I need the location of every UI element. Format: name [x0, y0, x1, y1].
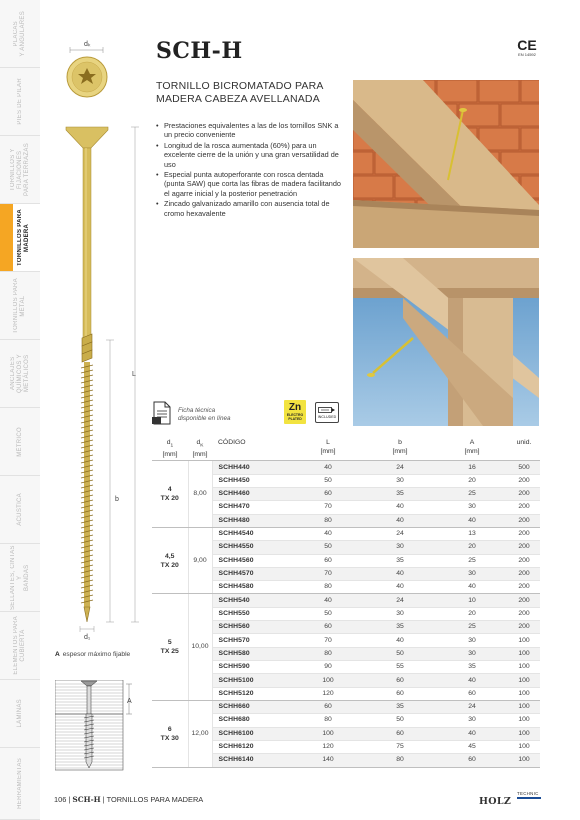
- cell-code: SCHH550: [212, 607, 292, 620]
- cell-A: 10: [436, 594, 508, 607]
- technical-sheet-note[interactable]: [178, 407, 231, 423]
- side-tab-label: ANCLAJES QUÍMICOS Y METÁLICOS: [9, 354, 30, 393]
- cell-d1: 6 TX 30: [152, 700, 188, 767]
- cell-A: 25: [436, 487, 508, 500]
- cell-unid: 100: [508, 700, 540, 713]
- cell-A: 30: [436, 634, 508, 647]
- cell-unid: 200: [508, 607, 540, 620]
- page-number: 106: [54, 795, 67, 804]
- cell-A: 40: [436, 581, 508, 594]
- cell-b: 24: [364, 594, 436, 607]
- cell-unid: 200: [508, 527, 540, 540]
- cell-b: 55: [364, 661, 436, 674]
- cell-L: 50: [292, 474, 364, 487]
- cell-unid: 200: [508, 581, 540, 594]
- cell-unid: 200: [508, 594, 540, 607]
- col-dk: $d_K$ [mm]: [188, 437, 212, 461]
- cell-code: SCHH5100: [212, 674, 292, 687]
- cell-code: SCHH6120: [212, 740, 292, 753]
- cell-d1: 4,5 TX 20: [152, 527, 188, 594]
- cell-A: 30: [436, 567, 508, 580]
- side-tab-label: TORNILLOS PARA METAL: [13, 277, 26, 334]
- table-row: [152, 527, 540, 540]
- cell-L: 120: [292, 687, 364, 700]
- side-tab-label: ELEMENTOS PARA CUBIERTA: [13, 616, 26, 675]
- cell-unid: 200: [508, 501, 540, 514]
- cell-A: 30: [436, 501, 508, 514]
- side-tab-label: MÉTRICO: [16, 426, 23, 457]
- footer-section: TORNILLOS PARA MADERA: [106, 795, 204, 804]
- cell-A: 45: [436, 740, 508, 753]
- side-tab-9[interactable]: [0, 612, 40, 680]
- feature-item: • Longitud de la rosca aumentada (60%) para un excelente cierre de la unión y una gran versatilidad de uso: [156, 141, 341, 169]
- side-tab-11[interactable]: [0, 748, 40, 820]
- application-photo-roof: [353, 80, 539, 248]
- cell-b: 24: [364, 461, 436, 474]
- cell-A: 20: [436, 541, 508, 554]
- cell-b: 40: [364, 501, 436, 514]
- norm-label: EN 14592: [518, 52, 536, 57]
- cell-b: 80: [364, 754, 436, 767]
- cell-L: 90: [292, 661, 364, 674]
- cell-b: 40: [364, 567, 436, 580]
- cell-dk: 12,00: [188, 700, 212, 767]
- cell-L: 70: [292, 501, 364, 514]
- cell-d1: 5 TX 25: [152, 594, 188, 701]
- side-tab-strip: [0, 0, 40, 820]
- cell-code: SCHH680: [212, 714, 292, 727]
- cell-A: 30: [436, 714, 508, 727]
- b-label: b: [115, 496, 119, 503]
- cell-L: 60: [292, 621, 364, 634]
- cell-L: 40: [292, 461, 364, 474]
- ce-logo: CE: [517, 37, 537, 53]
- info-row: [152, 398, 352, 430]
- cell-b: 40: [364, 634, 436, 647]
- cell-unid: 200: [508, 554, 540, 567]
- side-tab-label: PIES DE PILAR: [16, 78, 23, 125]
- cell-A: 16: [436, 461, 508, 474]
- L-label: L: [132, 371, 136, 378]
- cell-b: 40: [364, 581, 436, 594]
- cell-A: 20: [436, 474, 508, 487]
- document-icon[interactable]: [152, 401, 172, 425]
- cell-code: SCHH460: [212, 487, 292, 500]
- cell-unid: 100: [508, 727, 540, 740]
- side-tab-label: TORNILLOS PARA MADERA: [17, 209, 30, 266]
- cell-b: 30: [364, 474, 436, 487]
- cell-unid: 100: [508, 687, 540, 700]
- side-tab-7[interactable]: [0, 476, 40, 544]
- dk-label: dₖ: [84, 41, 91, 48]
- cell-code: SCHH4570: [212, 567, 292, 580]
- feature-item: • Prestaciones equivalentes a las de los tornillos SNK a un precio conveniente: [156, 121, 341, 140]
- cell-L: 80: [292, 514, 364, 527]
- table-header: [152, 437, 540, 461]
- cell-unid: 100: [508, 634, 540, 647]
- cell-b: 50: [364, 714, 436, 727]
- cell-code: SCHH560: [212, 621, 292, 634]
- table-row: [152, 700, 540, 713]
- cell-unid: 200: [508, 474, 540, 487]
- cell-dk: 10,00: [188, 594, 212, 701]
- cell-b: 35: [364, 487, 436, 500]
- feature-list: [156, 121, 341, 219]
- cell-unid: 200: [508, 621, 540, 634]
- cell-unid: 200: [508, 487, 540, 500]
- A-label: A: [127, 698, 132, 705]
- cell-code: SCHH470: [212, 501, 292, 514]
- side-tab-1[interactable]: [0, 68, 40, 136]
- cell-b: 60: [364, 727, 436, 740]
- installation-diagram: [55, 680, 140, 780]
- table-row: [152, 594, 540, 607]
- side-tab-label: LÁMINAS: [16, 699, 23, 728]
- footer-separator: |: [102, 795, 105, 804]
- cell-unid: 100: [508, 647, 540, 660]
- cell-A: 25: [436, 621, 508, 634]
- side-tab-label: ACÚSTICA: [16, 493, 23, 526]
- cell-b: 40: [364, 514, 436, 527]
- zinc-plated-badge: [284, 400, 306, 424]
- application-photo-beam: [353, 258, 539, 426]
- cell-L: 120: [292, 740, 364, 753]
- spec-table: [152, 437, 540, 768]
- side-tab-3[interactable]: [0, 204, 40, 272]
- zn-plated: PLATED: [288, 417, 302, 421]
- cell-A: 30: [436, 647, 508, 660]
- cell-A: 24: [436, 700, 508, 713]
- col-code: CÓDIGO: [212, 437, 292, 461]
- side-tab-label: SELLANTES, CINTAS Y BANDAS: [9, 545, 30, 610]
- cell-L: 60: [292, 700, 364, 713]
- cell-b: 60: [364, 674, 436, 687]
- cell-b: 35: [364, 621, 436, 634]
- table-row: [152, 461, 540, 474]
- side-tab-label: PLACAS Y ANGULARES: [13, 10, 26, 57]
- cell-b: 60: [364, 687, 436, 700]
- legend-text: espesor máximo fijable: [62, 651, 131, 658]
- side-tab-10[interactable]: [0, 680, 40, 748]
- cell-code: SCHH540: [212, 594, 292, 607]
- cell-L: 50: [292, 541, 364, 554]
- zn-electro: ELECTRO: [286, 413, 304, 417]
- cell-A: 40: [436, 727, 508, 740]
- cell-code: SCHH580: [212, 647, 292, 660]
- cell-A: 40: [436, 514, 508, 527]
- cell-L: 80: [292, 581, 364, 594]
- cell-A: 60: [436, 687, 508, 700]
- col-b: b [mm]: [364, 437, 436, 461]
- footer-separator: |: [68, 795, 71, 804]
- cell-unid: 100: [508, 661, 540, 674]
- cell-A: 13: [436, 527, 508, 540]
- col-unid: unid.: [508, 437, 540, 461]
- cell-b: 30: [364, 607, 436, 620]
- cell-unid: 200: [508, 514, 540, 527]
- side-tab-4[interactable]: [0, 272, 40, 340]
- col-L: L [mm]: [292, 437, 364, 461]
- brand-underline: [517, 797, 541, 799]
- cell-code: SCHH4580: [212, 581, 292, 594]
- cell-code: SCHH570: [212, 634, 292, 647]
- bit-included-badge: [315, 402, 339, 423]
- zn-symbol: Zn: [288, 402, 302, 413]
- cell-L: 70: [292, 634, 364, 647]
- cell-L: 50: [292, 607, 364, 620]
- cell-b: 50: [364, 647, 436, 660]
- cell-L: 60: [292, 554, 364, 567]
- cell-code: SCHH450: [212, 474, 292, 487]
- cell-L: 40: [292, 527, 364, 540]
- cell-L: 40: [292, 594, 364, 607]
- cell-A: 25: [436, 554, 508, 567]
- side-tab-8[interactable]: [0, 544, 40, 612]
- cell-L: 100: [292, 727, 364, 740]
- cell-code: SCHH590: [212, 661, 292, 674]
- cell-d1: 4 TX 20: [152, 461, 188, 528]
- cell-dk: 9,00: [188, 527, 212, 594]
- cell-A: 20: [436, 607, 508, 620]
- side-tab-2[interactable]: [0, 136, 40, 204]
- cell-b: 30: [364, 541, 436, 554]
- bit-icon: [318, 406, 336, 414]
- included-text: INCLUDED: [317, 415, 337, 419]
- brand-name: HOLZ: [479, 796, 512, 807]
- cell-b: 35: [364, 700, 436, 713]
- feature-item: • Zincado galvanizado amarillo con ausencia total de cromo hexavalente: [156, 199, 341, 218]
- cell-b: 35: [364, 554, 436, 567]
- cell-unid: 100: [508, 674, 540, 687]
- cell-code: SCHH480: [212, 514, 292, 527]
- brand-sub: TECHNIC: [517, 791, 539, 796]
- cell-b: 75: [364, 740, 436, 753]
- page-title: SCH-H: [156, 38, 243, 64]
- legend-letter: A: [55, 651, 60, 658]
- brand-logo: [479, 791, 539, 805]
- legend-a: [55, 651, 130, 658]
- cell-dk: 8,00: [188, 461, 212, 528]
- d1-label: d₁: [84, 634, 91, 641]
- cell-unid: 200: [508, 541, 540, 554]
- cell-L: 80: [292, 647, 364, 660]
- cell-A: 40: [436, 674, 508, 687]
- col-d1: $d_1$ [mm]: [152, 437, 188, 461]
- cell-code: SCHH660: [212, 700, 292, 713]
- cell-unid: 100: [508, 714, 540, 727]
- side-tab-0[interactable]: [0, 0, 40, 68]
- cell-L: 140: [292, 754, 364, 767]
- page-footer: [54, 795, 203, 804]
- cell-A: 35: [436, 661, 508, 674]
- screw-drawing: [45, 30, 155, 650]
- cell-L: 60: [292, 487, 364, 500]
- cell-code: SCHH4560: [212, 554, 292, 567]
- side-tab-label: HERRAMIENTAS: [16, 758, 23, 809]
- ficha-text: Ficha técnica disponible en línea: [178, 407, 231, 422]
- footer-product: SCH-H: [72, 795, 101, 804]
- cell-code: SCHH4550: [212, 541, 292, 554]
- cell-L: 70: [292, 567, 364, 580]
- side-tab-6[interactable]: [0, 408, 40, 476]
- cell-code: SCHH5120: [212, 687, 292, 700]
- col-A: A [mm]: [436, 437, 508, 461]
- cell-L: 80: [292, 714, 364, 727]
- cell-A: 60: [436, 754, 508, 767]
- cell-code: SCHH4540: [212, 527, 292, 540]
- ce-mark: [512, 38, 542, 57]
- cell-code: SCHH6140: [212, 754, 292, 767]
- cell-unid: 500: [508, 461, 540, 474]
- cell-code: SCHH440: [212, 461, 292, 474]
- cell-code: SCHH6100: [212, 727, 292, 740]
- screw-diagram: [45, 30, 155, 650]
- side-tab-label: TORNILLOS Y FIJACIONES PARA TERRAZAS: [9, 142, 30, 197]
- side-tab-5[interactable]: [0, 340, 40, 408]
- cell-b: 24: [364, 527, 436, 540]
- cell-L: 100: [292, 674, 364, 687]
- feature-item: • Especial punta autoperforante con rosca dentada (punta SAW) que corta las fibras de madera facilitando el agarre inicial y la posterior penetración: [156, 170, 341, 198]
- product-subtitle: TORNILLO BICROMATADO PARA MADERA CABEZA AVELLANADA: [156, 80, 324, 105]
- cell-unid: 100: [508, 740, 540, 753]
- cell-unid: 200: [508, 567, 540, 580]
- cell-unid: 100: [508, 754, 540, 767]
